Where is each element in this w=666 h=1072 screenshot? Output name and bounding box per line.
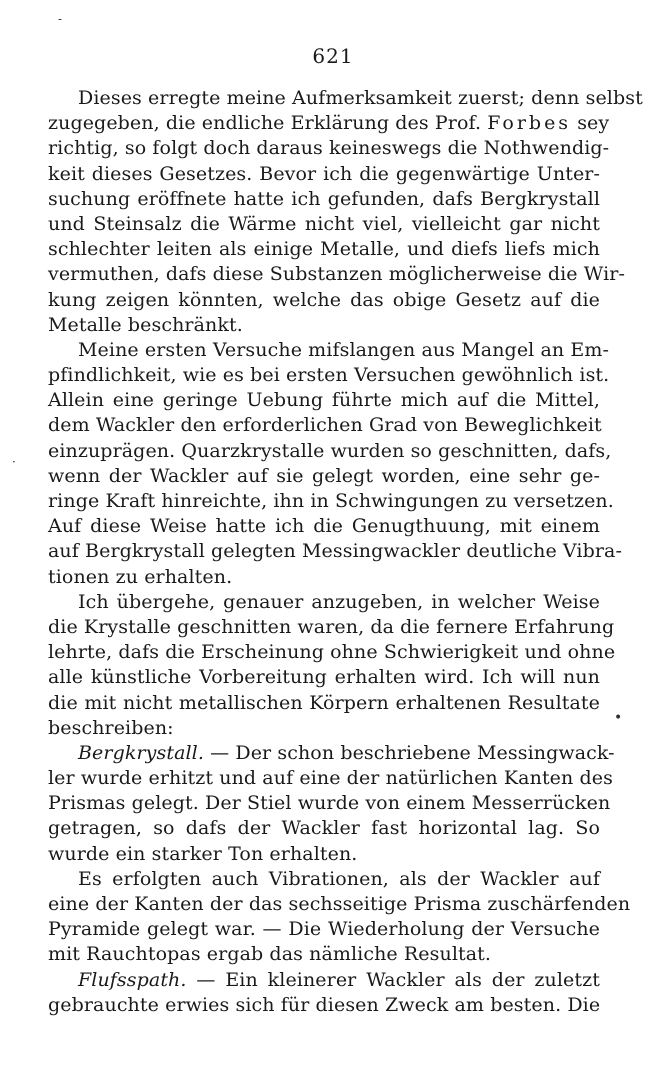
text-line: tionen zu erhalten. — [48, 565, 233, 588]
text-line: Dieses erregte meine Aufmerksamkeit zuerst; denn selbst — [78, 87, 643, 109]
text-line: wenn der Wackler auf sie gelegt worden, eine sehr ge- — [48, 464, 600, 487]
text-line: Meine ersten Versuche mifslangen aus Mangel an Em- — [78, 338, 609, 361]
text-line: einzuprägen. Quarzkrystalle wurden so geschnitten, dafs, — [48, 439, 612, 462]
text-segment: zugegeben, die endliche Erklärung des Prof. — [48, 112, 488, 135]
text-line: auf Bergkrystall gelegten Messingwackler deutliche Vibra- — [48, 540, 622, 563]
text-line: Metalle beschränkt. — [48, 313, 243, 336]
text-line: suchung eröffnete hatte ich gefunden, dafs Bergkrystall — [48, 187, 600, 210]
text-line: mit Rauchtopas ergab das nämliche Resultat. — [48, 943, 492, 966]
margin-mark: · — [12, 455, 16, 469]
text-line — [48, 111, 610, 136]
page-number: 621 — [312, 44, 354, 68]
text-line: die Krystalle geschnitten waren, da die fernere Erfahrung — [48, 615, 615, 638]
text-segment: — Der schon beschriebene Messingwack- — [204, 741, 615, 764]
text-line: Auf diese Weise hatte ich die Genugthuung, mit einem — [48, 515, 600, 538]
text-line: und Steinsalz die Wärme nicht viel, vielleicht gar nicht — [48, 212, 600, 235]
text-line: wurde ein starker Ton erhalten. — [48, 842, 358, 865]
text-line: pfindlichkeit, wie es bei ersten Versuchen gewöhnlich ist. — [48, 364, 610, 387]
text-line — [48, 741, 615, 766]
text-line: Allein eine geringe Uebung führte mich auf die Mittel, — [48, 389, 600, 412]
section-heading: Bergkrystall. — [78, 741, 204, 764]
text-line: vermuthen, dafs diese Substanzen möglicherweise die Wir- — [48, 263, 625, 286]
text-segment: — Ein kleinerer Wackler als der zuletzt — [186, 968, 600, 991]
text-line: eine der Kanten der das sechsseitige Prisma zuschärfenden — [48, 893, 631, 915]
text-line: ringe Kraft hinreichte, ihn in Schwingungen zu versetzen. — [48, 490, 614, 512]
text-line: die mit nicht metallischen Körpern erhaltenen Resultate — [48, 691, 600, 714]
author-name: Forbes — [487, 112, 572, 135]
text-line: richtig, so folgt doch daraus keineswegs die Nothwendig- — [48, 137, 610, 160]
body-text — [48, 86, 643, 1018]
text-line: alle künstliche Vorbereitung erhalten wird. Ich will nun — [48, 666, 600, 689]
text-segment: sey — [571, 112, 610, 135]
text-line: kung zeigen könnten, welche das obige Gesetz auf die — [48, 288, 600, 311]
text-line: gebrauchte erwies sich für diesen Zweck am besten. Die — [48, 993, 601, 1016]
text-line: Es erfolgten auch Vibrationen, als der Wackler auf — [78, 867, 600, 890]
text-line: lehrte, dafs die Erscheinung ohne Schwierigkeit und ohne — [48, 641, 616, 664]
margin-mark: • — [614, 710, 623, 726]
text-line: dem Wackler den erforderlichen Grad von Beweglichkeit — [48, 414, 602, 437]
section-heading: Flufsspath. — [78, 968, 187, 991]
text-line: ler wurde erhitzt und auf eine der natürlichen Kanten des — [48, 767, 613, 790]
text-line: getragen, so dafs der Wackler fast horizontal lag. So — [48, 817, 600, 840]
text-line: Ich übergehe, genauer anzugeben, in welcher Weise — [78, 590, 600, 613]
text-line: Pyramide gelegt war. — Die Wiederholung der Versuche — [48, 918, 600, 941]
margin-mark: - — [58, 12, 63, 26]
text-line: keit dieses Gesetzes. Bevor ich die gegenwärtige Unter- — [48, 162, 600, 185]
text-line: beschreiben: — [48, 716, 174, 739]
text-line: Prismas gelegt. Der Stiel wurde von einem Messerrücken — [48, 792, 611, 815]
text-line — [48, 968, 600, 993]
text-line: schlechter leiten als einige Metalle, und diefs liefs mich — [48, 238, 600, 261]
